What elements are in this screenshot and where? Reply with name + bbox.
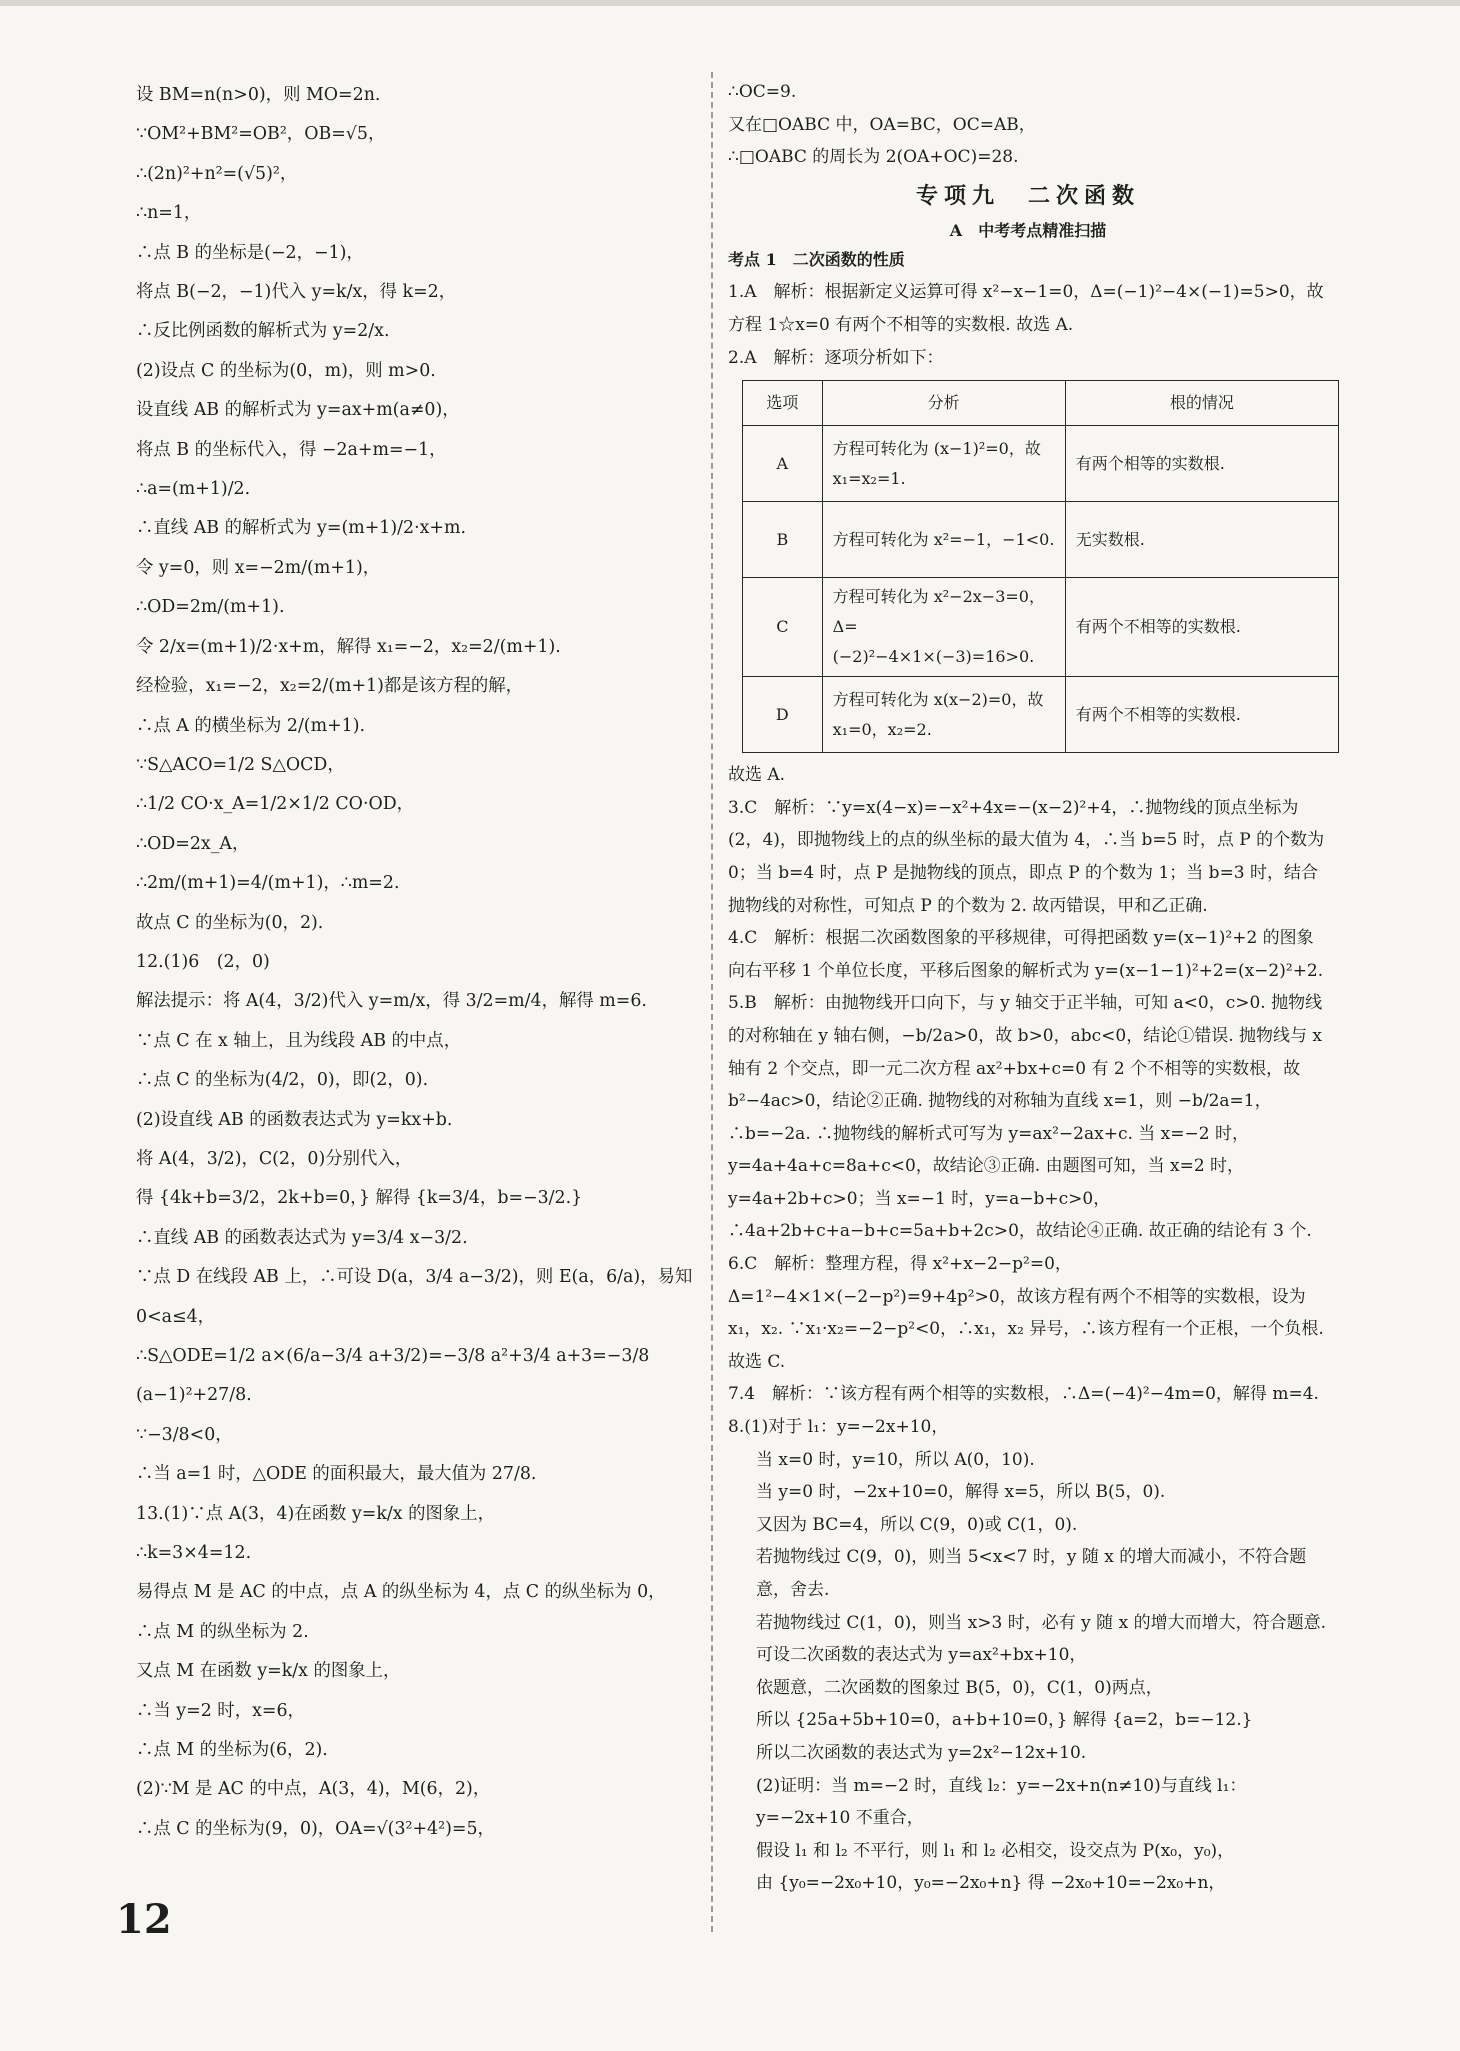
text-line: 1.A 解析：根据新定义运算可得 x²−x−1=0，Δ=(−1)²−4×(−1)=5>0，故方程 1☆x=0 有两个不相等的实数根. 故选 A. [728,282,1324,335]
text-line: 2.A 解析：逐项分析如下： [728,347,944,368]
table-cell: 方程可转化为 x²−2x−3=0，Δ=(−2)²−4×1×(−3)=16>0. [822,578,1065,677]
right-top-lines [728,76,1328,174]
text-line: 可设二次函数的表达式为 y=ax²+bx+10， [756,1645,1087,1666]
text-line: 7.4 解析：∵该方程有两个相等的实数根，∴Δ=(−4)²−4m=0，解得 m=4. [728,1384,1319,1405]
text-line: (2)设点 C 的坐标为(0，m)，则 m>0. [136,360,436,381]
column-divider [711,72,713,1932]
table-header-option: 选项 [743,381,823,426]
text-line: ∴OC=9. [728,82,797,102]
text-line: 当 x=0 时，y=10，所以 A(0，10). [756,1449,1035,1470]
answers-after-table [728,759,1328,1900]
text-line: 13.(1)∵点 A(3，4)在函数 y=k/x 的图象上， [136,1503,496,1524]
text-line: 4.C 解析：根据二次函数图象的平移规律，可得把函数 y=(x−1)²+2 的图象向右平移 1 个单位长度，平移后图象的解析式为 y=(x−1−1)²+2=(x−2)²+2. [728,928,1324,981]
text-line: ∴点 C 的坐标为(9，0)，OA=√(3²+4²)=5， [136,1818,495,1839]
table-cell: 方程可转化为 (x−1)²=0，故 x₁=x₂=1. [822,426,1065,502]
text-line: ∴k=3×4=12. [136,1543,252,1564]
text-line: (2)∵M 是 AC 的中点，A(3，4)，M(6，2)， [136,1779,491,1800]
text-line: 将点 B(−2，−1)代入 y=k/x，得 k=2， [136,282,457,303]
table-header-analysis: 分析 [822,381,1065,426]
text-line: 设 BM=n(n>0)，则 MO=2n. [136,85,381,105]
text-line: ∴直线 AB 的函数表达式为 y=3/4 x−3/2. [136,1227,468,1248]
text-line: ∴OD=2x_A， [136,833,250,854]
text-line: ∴S△ODE=1/2 a×(6/a−3/4 a+3/2)=−3/8 a²+3/4 a+3=−3/8 (a−1)²+27/8. [136,1346,655,1406]
text-line: 设直线 AB 的解析式为 y=ax+m(a≠0)， [136,400,460,421]
text-line: ∵点 D 在线段 AB 上，∴可设 D(a，3/4 a−3/2)，则 E(a，6/a)，易知 0<a≤4， [136,1267,698,1327]
text-line: ∴□OABC 的周长为 2(OA+OC)=28. [728,147,1019,168]
left-column [136,76,701,1849]
text-line: 将点 B 的坐标代入，得 −2a+m=−1， [136,439,447,460]
text-line: 故点 C 的坐标为(0，2). [136,912,324,933]
text-line: ∴n=1， [136,203,202,224]
table-row [743,502,1339,578]
right-column [728,76,1328,1900]
table-cell: B [743,502,823,578]
text-line: 5.B 解析：由抛物线开口向下，与 y 轴交于正半轴，可知 a<0，c>0. 抛物线的对称轴在 y 轴右侧，−b/2a>0，故 b>0，abc<0，结论①错误. 抛物线与 x 轴有 2 个交点，即一元二次方程 ax²+bx+c=0 有 2 个不相等的实数根，故 b²−4ac>0，结论②正确. 抛物线的对称轴为直线 x=1，则 −b/2a=1，∴b=−2a. ∴抛物线的解析式可写为 y=ax²−2ax+c. 当 x=−2 时，y=4a+4a+c=8a+c<0，故结论③正确. 由题图可知，当 x=2 时，y=4a+2b+c>0；当 x=−1 时，y=a−b+c>0，∴4a+2b+c+a−b+c=5a+b+2c>0，故结论④正确. 故正确的结论有 3 个. [728,993,1328,1242]
section-title: 专项九 二次函数 [915,182,1140,209]
text-line: 由 {y₀=−2x₀+10，y₀=−2x₀+n} 得 −2x₀+10=−2x₀+n， [756,1873,1226,1894]
table-row [743,578,1339,677]
text-line: 将 A(4，3/2)，C(2，0)分别代入， [136,1148,413,1169]
table-row [743,426,1339,502]
table-cell: A [743,426,823,502]
table-cell: 有两个相等的实数根. [1065,426,1338,502]
table-header-roots: 根的情况 [1065,381,1338,426]
text-line: ∴点 C 的坐标为(4/2，0)，即(2，0). [136,1070,429,1091]
table-cell: D [743,677,823,753]
text-line: 又点 M 在函数 y=k/x 的图象上， [136,1661,401,1682]
text-line: ∴直线 AB 的解析式为 y=(m+1)/2·x+m. [136,518,466,539]
text-line: ∴2m/(m+1)=4/(m+1)，∴m=2. [136,873,400,894]
text-line: 若抛物线过 C(1，0)，则当 x>3 时，必有 y 随 x 的增大而增大，符合题意. [756,1612,1326,1633]
text-line: 得 {4k+b=3/2，2k+b=0，} 解得 {k=3/4，b=−3/2.} [136,1188,583,1209]
table-cell: 方程可转化为 x(x−2)=0，故 x₁=0，x₂=2. [822,677,1065,753]
text-line: ∴当 y=2 时，x=6， [136,1700,305,1721]
text-line: 若抛物线过 C(9，0)，则当 5<x<7 时，y 随 x 的增大而减小，不符合题意，舍去. [756,1547,1307,1600]
text-line: (2)设直线 AB 的函数表达式为 y=kx+b. [136,1109,453,1130]
text-line: 假设 l₁ 和 l₂ 不平行，则 l₁ 和 l₂ 必相交，设交点为 P(x₀，y₀)， [756,1840,1235,1861]
text-line: 6.C 解析：整理方程，得 x²+x−2−p²=0，Δ=1²−4×1×(−2−p²)=9+4p²>0，故该方程有两个不相等的实数根，设为 x₁，x₂. ∵x₁·x₂=−2−p²<0，∴x₁，x₂ 异号，∴该方程有一个正根，一个负根. 故选 C. [728,1254,1330,1372]
text-line: (2)证明：当 m=−2 时，直线 l₂：y=−2x+n(n≠10)与直线 l₁：y=−2x+10 不重合， [756,1775,1247,1829]
text-line: 易得点 M 是 AC 的中点，点 A 的纵坐标为 4，点 C 的纵坐标为 0， [136,1582,666,1603]
answers-before-table [728,276,1328,374]
text-line: 经检验，x₁=−2，x₂=2/(m+1)都是该方程的解， [136,676,524,697]
table-row [743,677,1339,753]
text-line: ∴点 M 的纵坐标为 2. [136,1621,309,1642]
text-line: 所以二次函数的表达式为 y=2x²−12x+10. [756,1742,1087,1763]
analysis-table [742,380,1339,753]
text-line: ∴OD=2m/(m+1). [136,597,285,618]
table-cell: C [743,578,823,677]
text-line: ∴(2n)²+n²=(√5)²， [136,163,298,184]
text-line: 依题意，二次函数的图象过 B(5，0)，C(1，0)两点， [756,1677,1163,1698]
text-line: 令 2/x=(m+1)/2·x+m，解得 x₁=−2，x₂=2/(m+1). [136,636,561,657]
text-line: ∴点 B 的坐标是(−2，−1)， [136,242,364,263]
top-edge [0,0,1460,6]
text-line: 3.C 解析：∵y=x(4−x)=−x²+4x=−(x−2)²+4，∴抛物线的顶点坐标为(2，4)，即抛物线上的点的纵坐标的最大值为 4，∴当 b=5 时，点 P 的个数为 0；当 b=4 时，点 P 是抛物线的顶点，即点 P 的个数为 1；当 b=3 时，结合抛物线的对称性，可知点 P 的个数为 2. 故丙错误，甲和乙正确. [728,797,1330,916]
text-line: ∴a=(m+1)/2. [136,479,251,500]
text-line: 又在□OABC 中，OA=BC，OC=AB， [728,114,1036,135]
text-line: 12.(1)6 (2，0) [136,951,270,972]
text-line: 当 y=0 时，−2x+10=0，解得 x=5，所以 B(5，0). [756,1482,1166,1503]
text-line: 令 y=0，则 x=−2m/(m+1)， [136,557,381,578]
text-line: ∴1/2 CO·x_A=1/2×1/2 CO·OD， [136,794,415,815]
text-line: 所以 {25a+5b+10=0，a+b+10=0，} 解得 {a=2，b=−12.} [756,1710,1253,1731]
text-line: ∵−3/8<0， [136,1424,233,1445]
kaodian-heading: 考点 1 二次函数的性质 [728,249,905,269]
text-line: ∵点 C 在 x 轴上，且为线段 AB 的中点， [136,1030,462,1051]
table-cell: 有两个不相等的实数根. [1065,578,1338,677]
text-line: ∵S△ACO=1/2 S△OCD， [136,754,345,775]
table-cell: 方程可转化为 x²=−1，−1<0. [822,502,1065,578]
section-subtitle: A 中考考点精准扫描 [949,220,1107,240]
table-cell: 有两个不相等的实数根. [1065,677,1338,753]
text-line: 8.(1)对于 l₁：y=−2x+10， [728,1417,949,1438]
text-line: 故选 A. [728,765,786,786]
text-line: ∵OM²+BM²=OB²，OB=√5， [136,124,386,145]
text-line: ∴当 a=1 时，△ODE 的面积最大，最大值为 27/8. [136,1464,537,1485]
text-line: 解法提示：将 A(4，3/2)代入 y=m/x，得 3/2=m/4，解得 m=6. [136,991,647,1012]
text-line: ∴点 M 的坐标为(6，2). [136,1740,328,1761]
page-number: 12 [116,1896,172,1943]
text-line: 又因为 BC=4，所以 C(9，0)或 C(1，0). [756,1514,1078,1535]
text-line: ∴反比例函数的解析式为 y=2/x. [136,321,390,342]
table-cell: 无实数根. [1065,502,1338,578]
text-line: ∴点 A 的横坐标为 2/(m+1). [136,715,366,736]
